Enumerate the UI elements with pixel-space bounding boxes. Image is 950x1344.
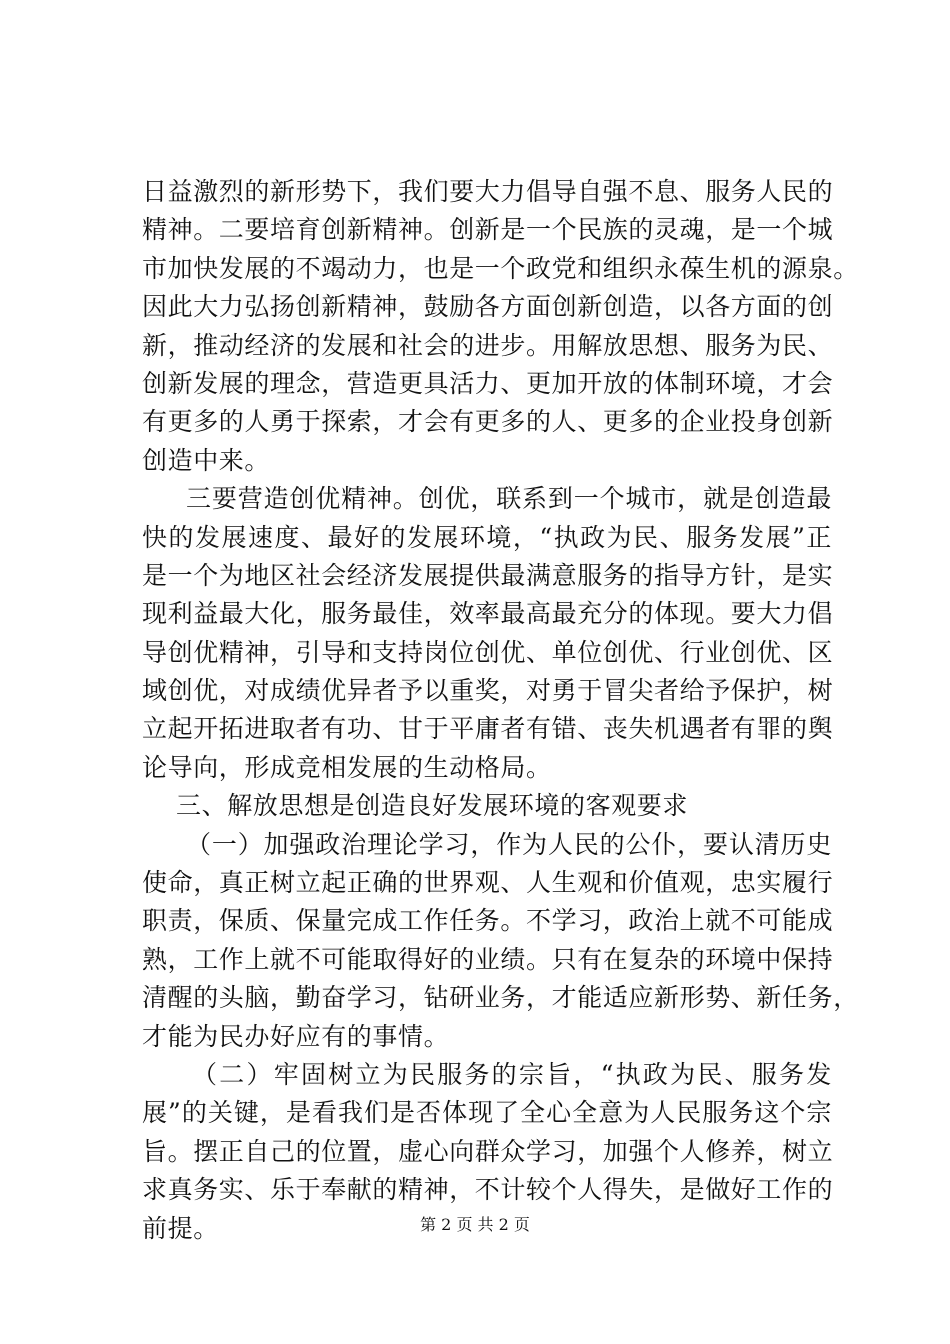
text-line: 求真务实、乐于奉献的精神，不计较个人得失，是做好工作的 [142,1175,834,1205]
text-line: 三要营造创优精神。创优，联系到一个城市，就是创造最 [186,484,832,514]
text-line: 才能为民办好应有的事情。 [142,1021,450,1051]
text-line: 熟，工作上就不可能取得好的业绩。只有在复杂的环境中保持 [142,944,834,974]
page-footer: 第 2 页 共 2 页 [420,1215,530,1234]
text-line: 职责，保质、保量完成工作任务。不学习，政治上就不可能成 [142,906,834,936]
text-line: 市加快发展的不竭动力，也是一个政党和组织永葆生机的源泉。 [142,253,859,283]
document-body [142,173,859,1248]
text-line: 清醒的头脑，勤奋学习，钻研业务，才能适应新形势、新任务， [142,983,859,1013]
text-line: （一）加强政治理论学习，作为人民的公仆，要认清历史 [186,829,832,859]
text-line: 有更多的人勇于探索，才会有更多的人、更多的企业投身创新 [142,407,834,437]
text-line: 前提。 [142,1213,219,1243]
text-line: 域创优，对成绩优异者予以重奖，对勇于冒尖者给予保护，树 [142,676,834,706]
text-line: 是一个为地区社会经济发展提供最满意服务的指导方针，是实 [142,560,834,590]
text-line: 日益激烈的新形势下，我们要大力倡导自强不息、服务人民的 [142,177,834,206]
text-line: 新，推动经济的发展和社会的进步。用解放思想、服务为民、 [142,330,834,360]
text-line: 因此大力弘扬创新精神，鼓励各方面创新创造，以各方面的创 [142,292,834,322]
text-line: 现利益最大化，服务最佳，效率最高最充分的体现。要大力倡 [142,599,834,629]
text-line: 论导向，形成竞相发展的生动格局。 [142,752,552,782]
text-line: 导创优精神，引导和支持岗位创优、单位创优、行业创优、区 [142,637,834,667]
text-line: 三、解放思想是创造良好发展环境的客观要求 [176,791,689,821]
text-line: 使命，真正树立起正确的世界观、人生观和价值观，忠实履行 [142,868,834,898]
text-line: 创造中来。 [142,445,271,475]
text-line: （二）牢固树立为民服务的宗旨，“执政为民、服务发 [192,1059,832,1089]
text-line: 旨。摆正自己的位置，虚心向群众学习，加强个人修养，树立 [142,1136,834,1166]
text-line: 快的发展速度、最好的发展环境，“执政为民、服务发展”正 [142,522,832,552]
text-line: 展”的关键，是看我们是否体现了全心全意为人民服务这个宗 [142,1098,832,1128]
text-line: 精神。二要培育创新精神。创新是一个民族的灵魂，是一个城 [142,215,834,245]
text-line: 立起开拓进取者有功、甘于平庸者有错、丧失机遇者有罪的舆 [142,714,834,744]
text-line: 创新发展的理念，营造更具活力、更加开放的体制环境，才会 [142,368,834,398]
